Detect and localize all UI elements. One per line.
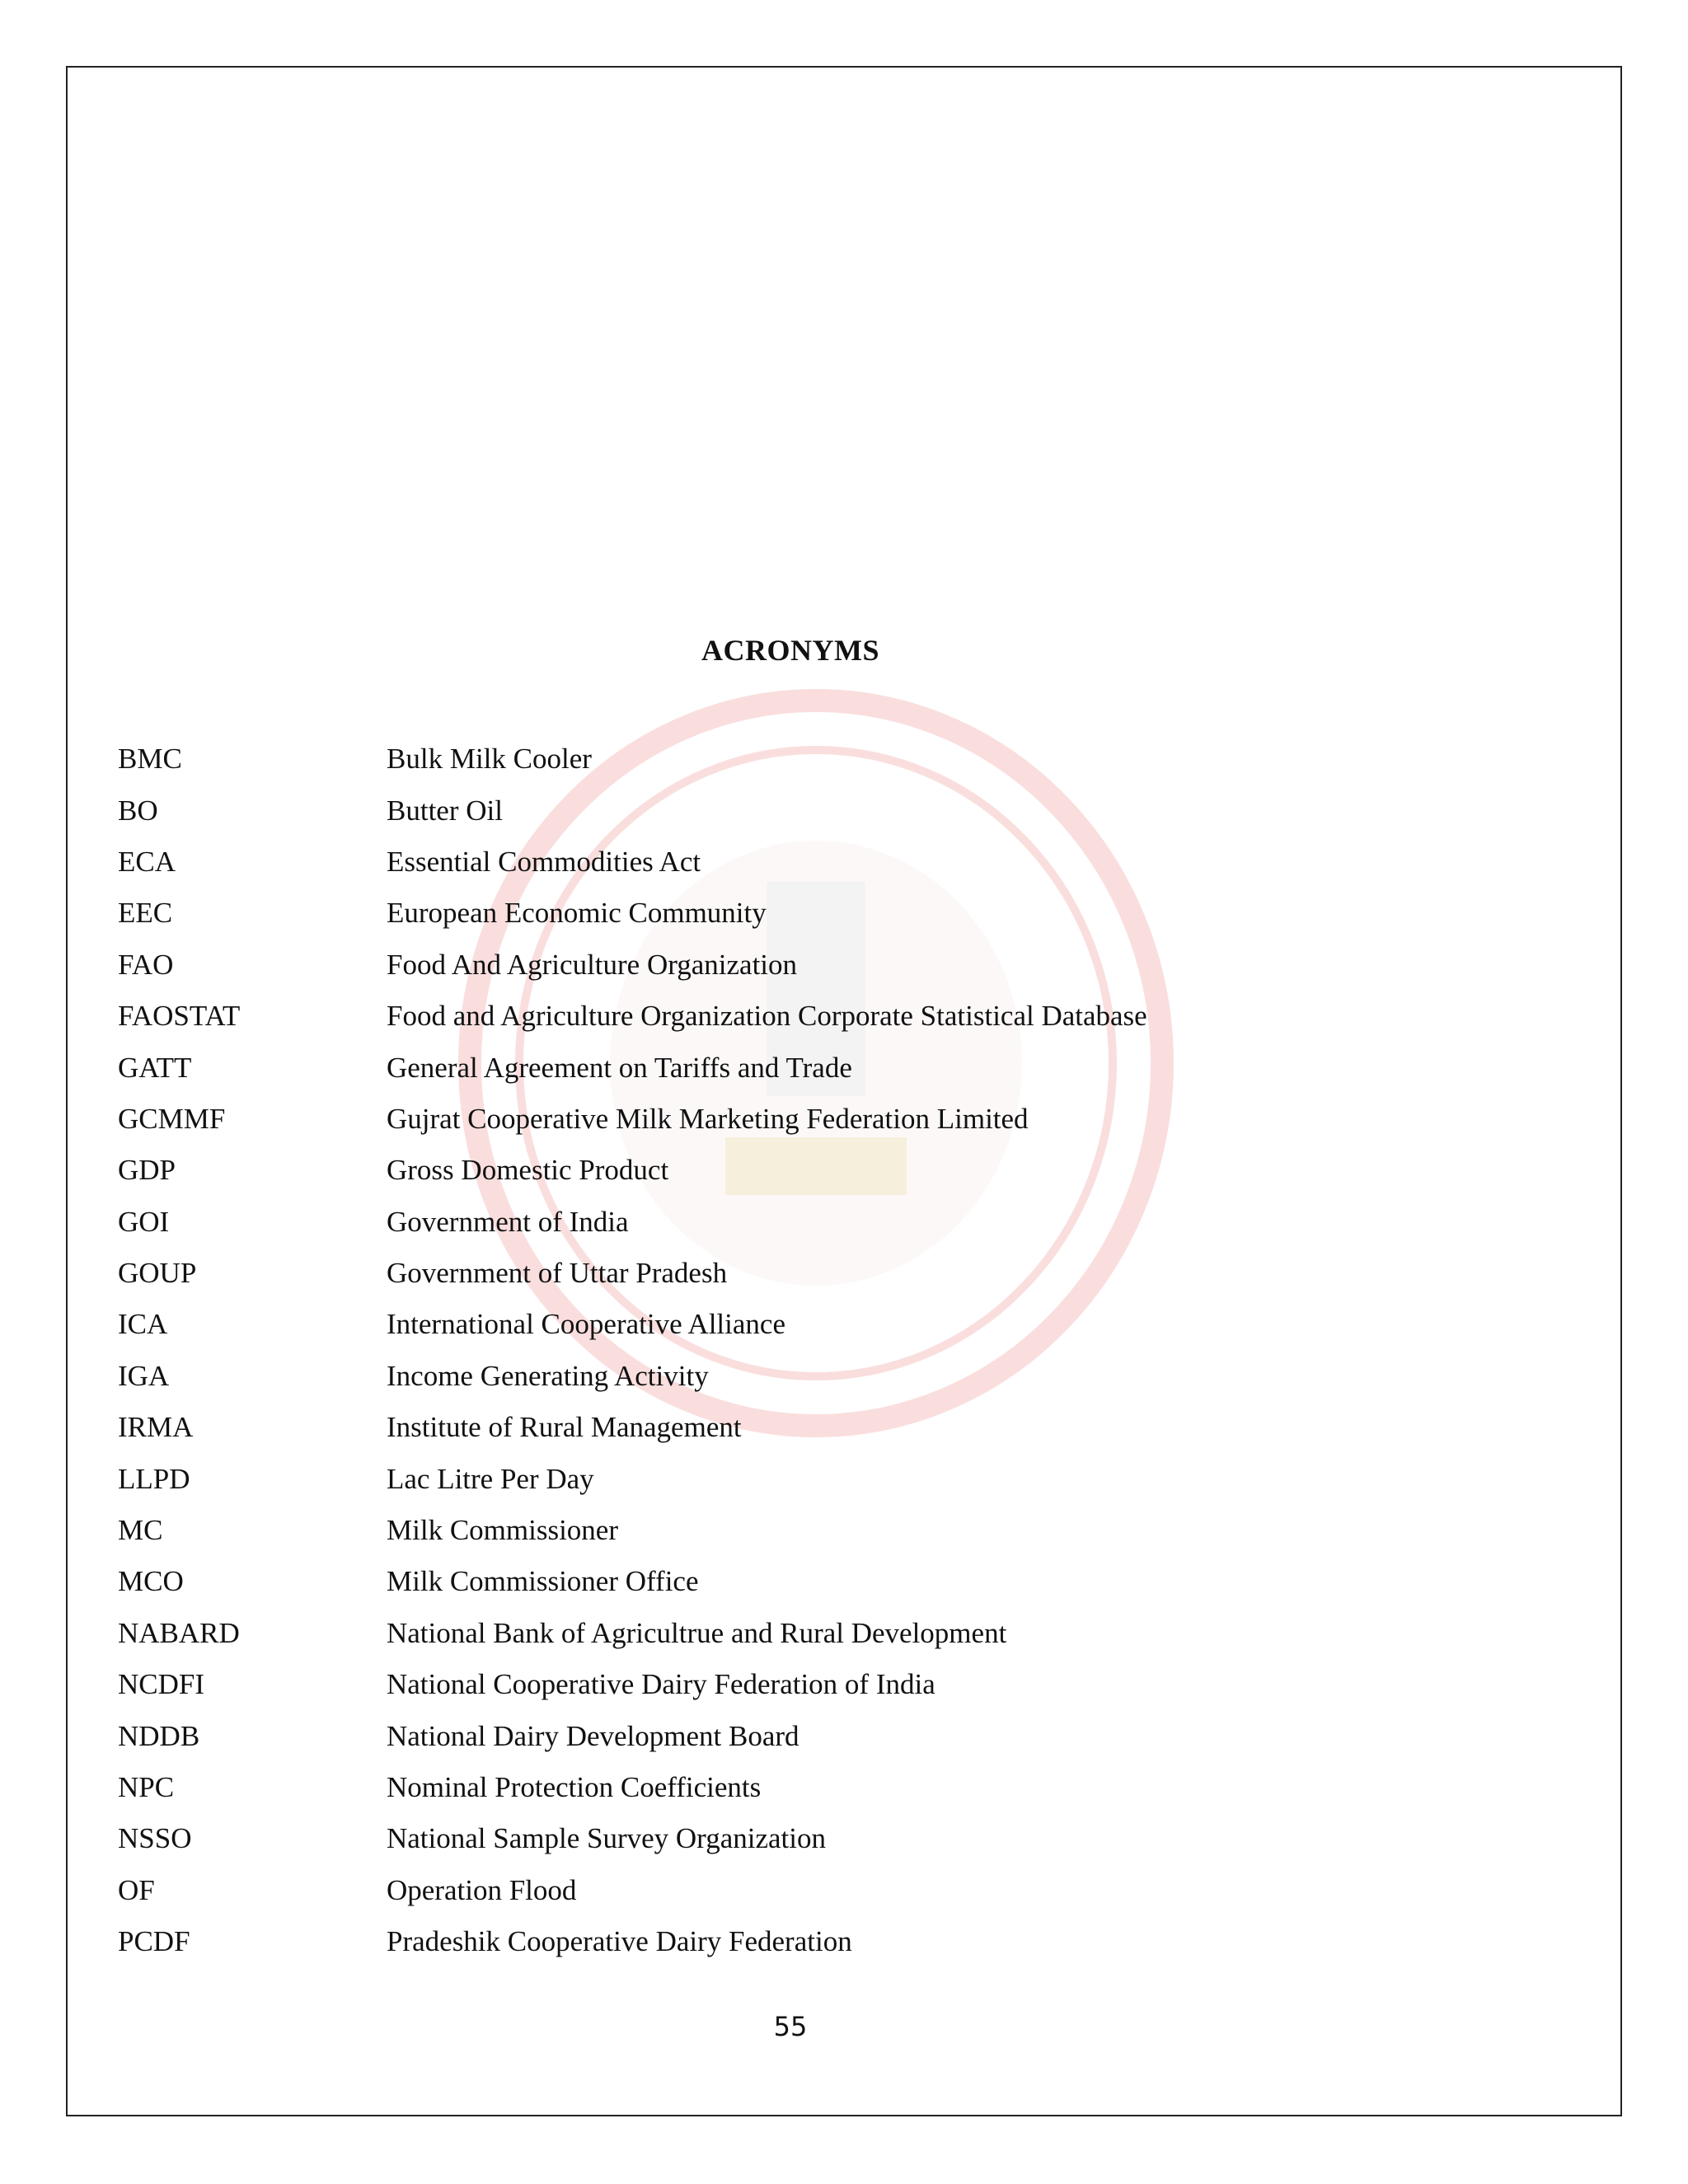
acronym-list: [118, 733, 1519, 1967]
acronym-abbreviation: GOUP: [118, 1257, 197, 1290]
acronym-expansion: International Cooperative Alliance: [387, 1308, 785, 1341]
acronym-row: [118, 991, 1519, 1042]
acronym-abbreviation: GATT: [118, 1051, 192, 1084]
acronym-expansion: Food and Agriculture Organization Corporate Statistical Database: [387, 1000, 1147, 1033]
acronym-abbreviation: PCDF: [118, 1925, 190, 1958]
acronym-abbreviation: NPC: [118, 1771, 175, 1803]
acronym-row: [118, 1351, 1519, 1402]
acronym-abbreviation: IRMA: [118, 1411, 194, 1444]
acronym-expansion: Bulk Milk Cooler: [387, 743, 592, 776]
page-title: ACRONYMS: [701, 634, 879, 667]
acronym-expansion: National Bank of Agricultrue and Rural Development: [387, 1616, 1007, 1649]
acronym-abbreviation: IGA: [118, 1359, 170, 1392]
acronym-row: [118, 1556, 1519, 1607]
acronym-abbreviation: BMC: [118, 743, 182, 776]
acronym-expansion: Government of India: [387, 1205, 629, 1238]
acronym-row: [118, 1042, 1519, 1093]
acronym-abbreviation: LLPD: [118, 1462, 190, 1495]
acronym-abbreviation: BO: [118, 794, 158, 827]
acronym-abbreviation: NSSO: [118, 1822, 192, 1855]
acronym-expansion: Essential Commodities Act: [387, 845, 701, 878]
acronym-row: [118, 1608, 1519, 1659]
acronym-expansion: Food And Agriculture Organization: [387, 948, 798, 981]
acronym-expansion: National Dairy Development Board: [387, 1719, 799, 1752]
acronym-abbreviation: GOI: [118, 1205, 170, 1238]
acronym-expansion: Gross Domestic Product: [387, 1154, 669, 1187]
acronym-row: [118, 1916, 1519, 1967]
acronym-row: [118, 1710, 1519, 1761]
acronym-expansion: Income Generating Activity: [387, 1359, 709, 1392]
acronym-row: [118, 1094, 1519, 1145]
acronym-row: [118, 1453, 1519, 1504]
acronym-row: [118, 837, 1519, 888]
acronym-row: [118, 940, 1519, 991]
page-number: 55: [773, 2011, 808, 2042]
acronym-row: [118, 1402, 1519, 1453]
acronym-expansion: European Economic Community: [387, 897, 767, 930]
acronym-expansion: Butter Oil: [387, 794, 503, 827]
acronym-abbreviation: ECA: [118, 845, 176, 878]
acronym-expansion: Nominal Protection Coefficients: [387, 1771, 762, 1803]
acronym-abbreviation: OF: [118, 1873, 155, 1906]
acronym-row: [118, 733, 1519, 785]
acronym-abbreviation: ICA: [118, 1308, 168, 1341]
acronym-abbreviation: FAOSTAT: [118, 1000, 241, 1033]
acronym-expansion: Lac Litre Per Day: [387, 1462, 594, 1495]
acronym-expansion: Gujrat Cooperative Milk Marketing Federation Limited: [387, 1102, 1029, 1135]
acronym-expansion: Institute of Rural Management: [387, 1411, 742, 1444]
acronym-row: [118, 1505, 1519, 1556]
acronym-expansion: Operation Flood: [387, 1873, 577, 1906]
acronym-row: [118, 1197, 1519, 1248]
acronym-abbreviation: FAO: [118, 948, 174, 981]
acronym-row: [118, 785, 1519, 836]
acronym-abbreviation: MCO: [118, 1565, 184, 1598]
acronym-abbreviation: GCMMF: [118, 1102, 226, 1135]
acronym-abbreviation: NCDFI: [118, 1668, 205, 1701]
acronym-row: [118, 1145, 1519, 1196]
acronym-row: [118, 1299, 1519, 1350]
acronym-abbreviation: GDP: [118, 1154, 176, 1187]
acronym-row: [118, 1813, 1519, 1864]
acronym-abbreviation: MC: [118, 1514, 163, 1547]
acronym-expansion: National Cooperative Dairy Federation of India: [387, 1668, 935, 1701]
acronym-expansion: Milk Commissioner Office: [387, 1565, 699, 1598]
acronym-abbreviation: EEC: [118, 897, 173, 930]
acronym-expansion: National Sample Survey Organization: [387, 1822, 826, 1855]
acronym-expansion: General Agreement on Tariffs and Trade: [387, 1051, 852, 1084]
acronym-row: [118, 1762, 1519, 1813]
acronym-expansion: Government of Uttar Pradesh: [387, 1257, 728, 1290]
acronym-row: [118, 888, 1519, 939]
acronym-abbreviation: NDDB: [118, 1719, 200, 1752]
acronym-row: [118, 1248, 1519, 1299]
acronym-row: [118, 1659, 1519, 1710]
acronym-expansion: Milk Commissioner: [387, 1514, 618, 1547]
acronym-abbreviation: NABARD: [118, 1616, 240, 1649]
acronym-row: [118, 1865, 1519, 1916]
acronym-expansion: Pradeshik Cooperative Dairy Federation: [387, 1925, 852, 1958]
